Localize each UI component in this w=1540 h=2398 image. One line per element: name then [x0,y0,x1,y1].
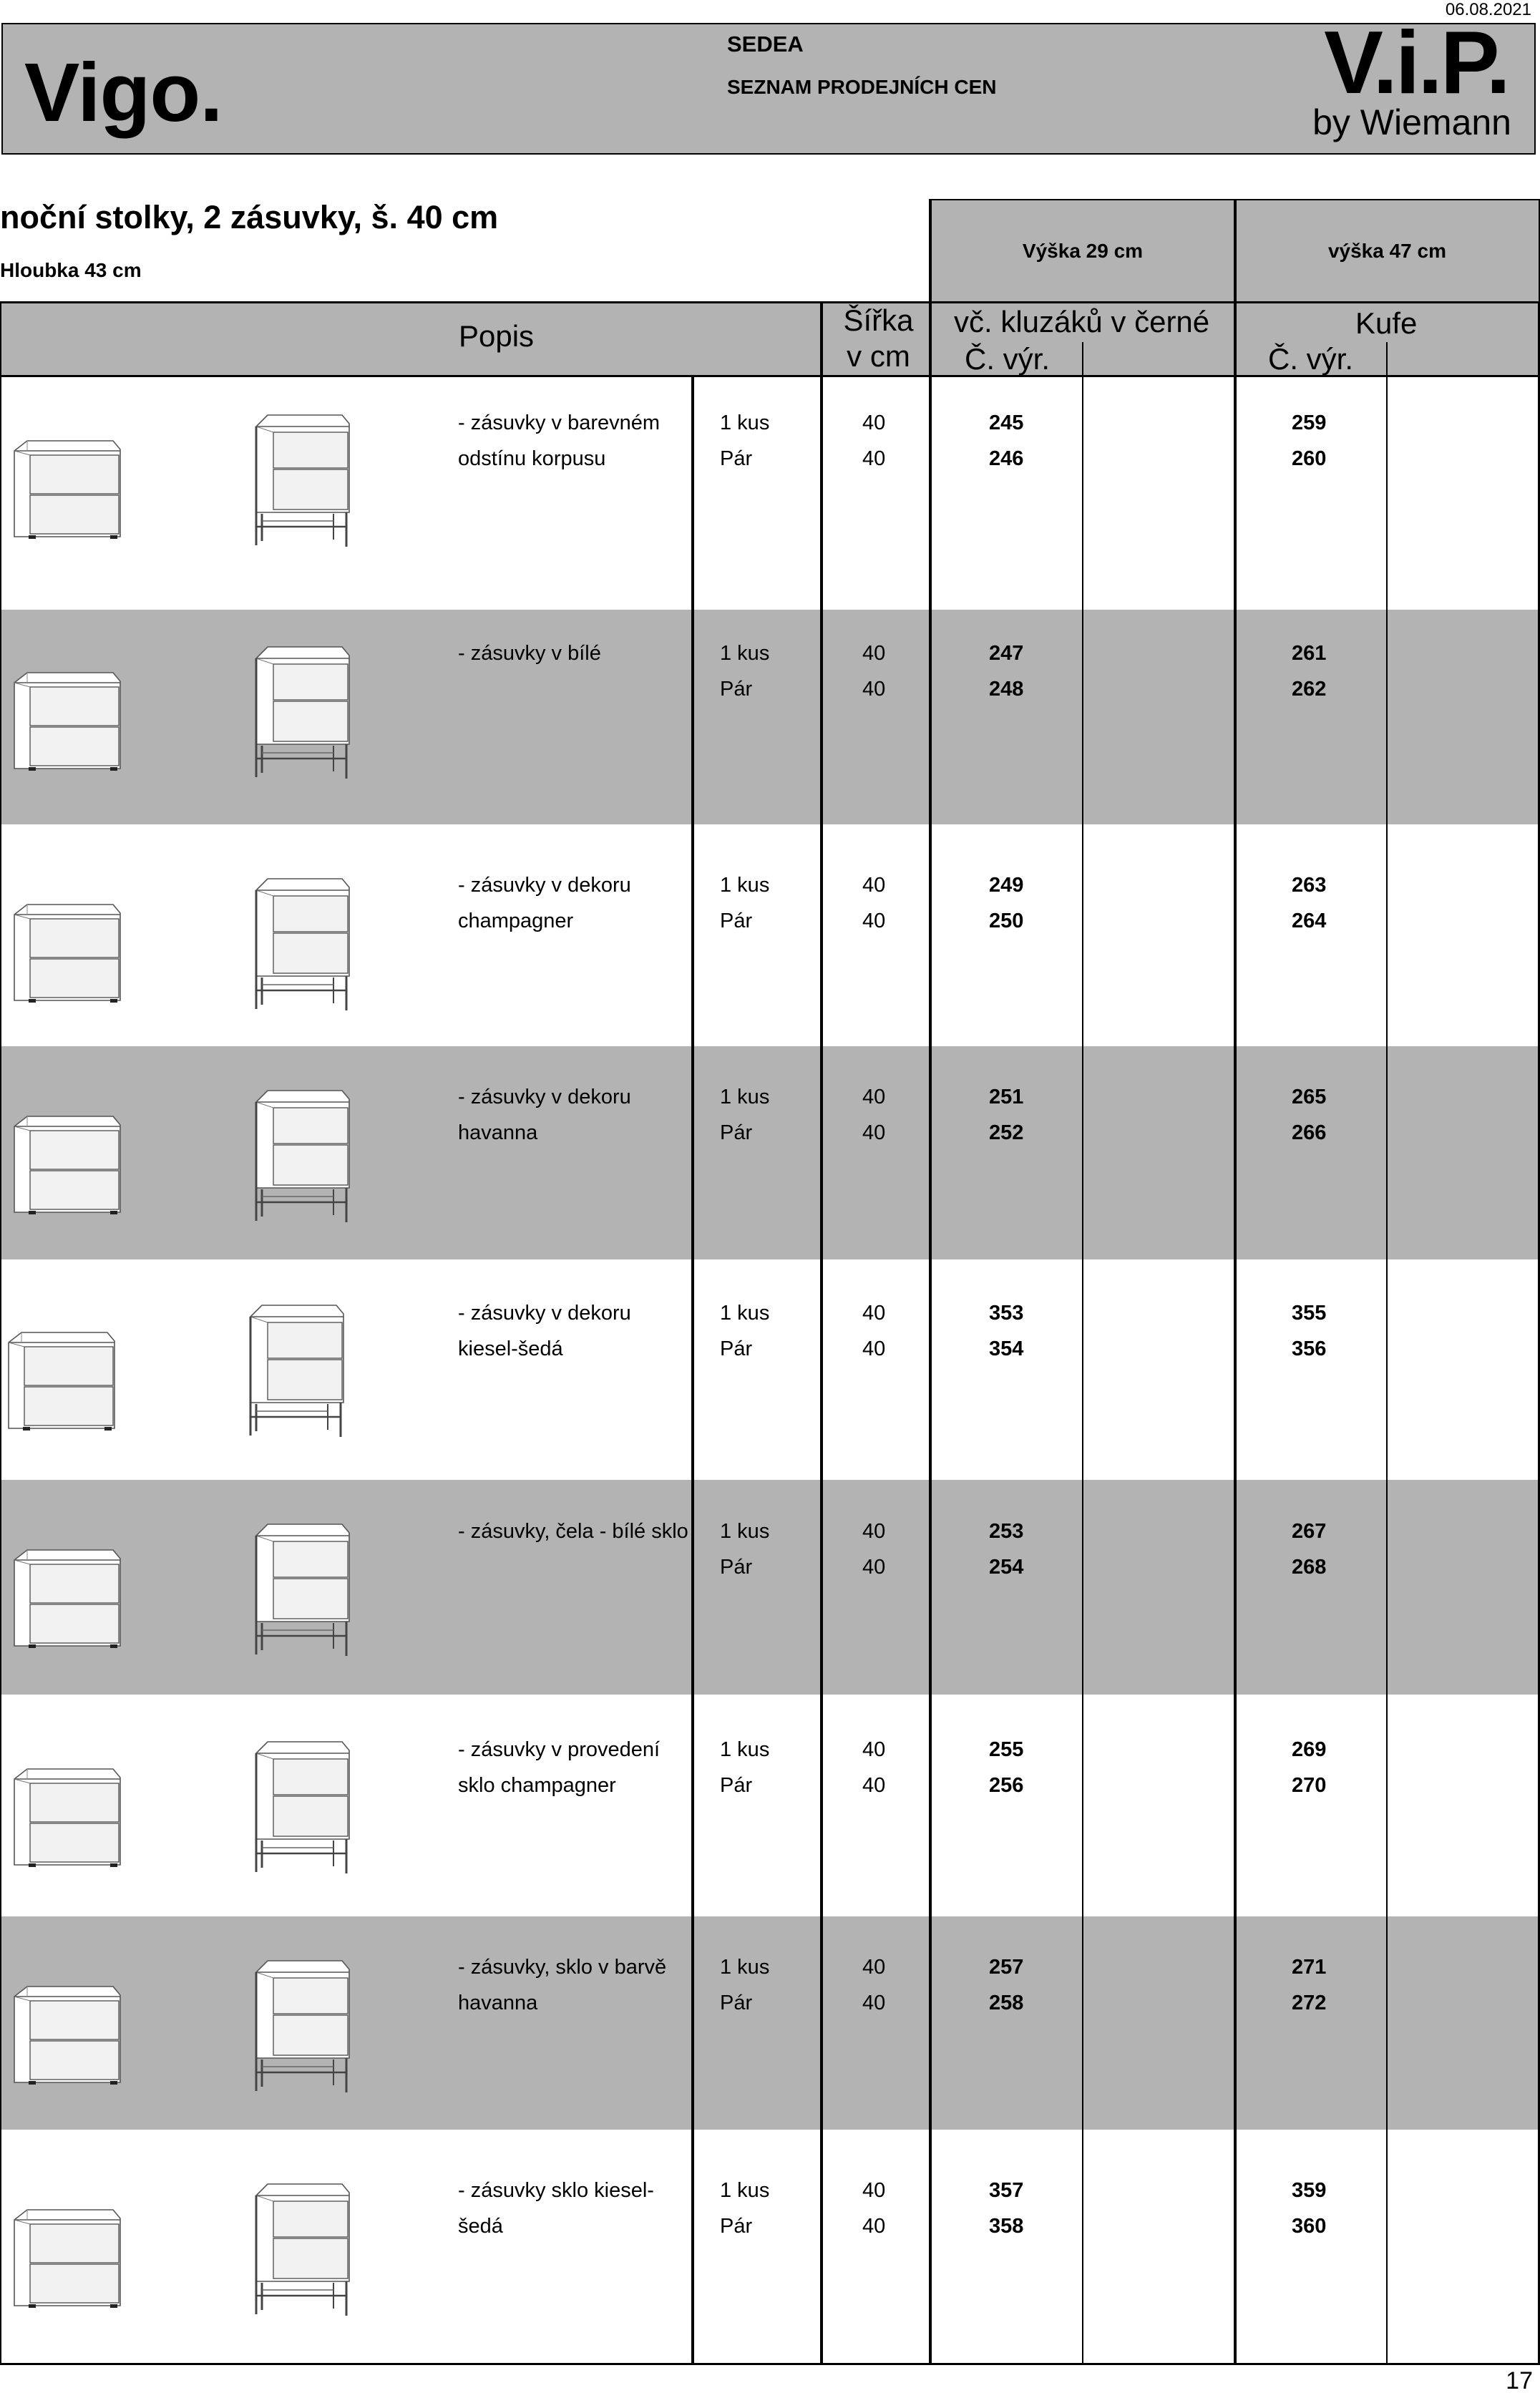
row-width-1: 40 [862,2179,886,2202]
row-width-1: 40 [862,1738,886,1761]
row-width-2: 40 [862,1121,886,1144]
supplier-name: SEDEA [727,31,804,57]
row-art-29-1: 353 [989,1302,1024,1325]
row-desc-1: - zásuvky, sklo v barvě [458,1956,667,1979]
row-width-1: 40 [862,411,886,434]
nightstand-low-image [13,1115,125,1218]
row-desc-1: - zásuvky sklo kiesel- [458,2179,654,2202]
row-art-29-2: 256 [989,1774,1024,1797]
row-desc-1: - zásuvky v barevném [458,411,661,434]
row-art-47-2: 262 [1292,678,1327,701]
row-desc-1: - zásuvky v dekoru [458,874,631,897]
row-qty-1: 1 kus [720,1956,770,1979]
row-desc-1: - zásuvky v dekoru [458,1302,631,1325]
nightstand-low-image [13,903,125,1006]
height-29-header [930,199,1236,303]
row-width-2: 40 [862,447,886,470]
row-qty-1: 1 kus [720,411,770,434]
row-art-29-2: 254 [989,1556,1024,1579]
row-art-47-2: 260 [1292,447,1327,470]
row-desc-2: sklo champagner [458,1774,616,1797]
nightstand-high-image [253,414,354,550]
nightstand-high-image [253,1089,354,1225]
row-art-47-1: 271 [1292,1956,1327,1979]
nightstand-high-image [253,877,354,1013]
row-desc-1: - zásuvky, čela - bílé sklo [458,1520,688,1543]
row-art-47-1: 359 [1292,2179,1327,2202]
row-width-1: 40 [862,1956,886,1979]
row-desc-1: - zásuvky v bílé [458,642,601,665]
col-glides: vč. kluzáků v černé [954,305,1210,338]
row-width-1: 40 [862,1520,886,1543]
nightstand-high-image [253,2183,354,2319]
row-qty-2: Pár [720,1121,753,1144]
row-art-29-2: 246 [989,447,1024,470]
row-art-29-1: 257 [989,1956,1024,1979]
col-art-no-1: Č. výr. [965,342,1051,376]
row-art-29-1: 255 [989,1738,1024,1761]
divider-width [820,301,823,2364]
height-29-label: Výška 29 cm [1022,240,1144,262]
row-qty-2: Pár [720,2215,753,2238]
row-desc-1: - zásuvky v provedení [458,1738,661,1761]
divider-glides [929,199,932,2364]
row-qty-1: 1 kus [720,2179,770,2202]
row-art-47-2: 272 [1292,1992,1327,2014]
price-list-title: SEZNAM PRODEJNÍCH CEN [727,76,997,98]
page-number: 17 [1506,2367,1533,2394]
nightstand-high-image [253,1523,354,1659]
row-width-1: 40 [862,642,886,665]
document-date: 06.08.2021 [1445,0,1531,19]
divider-glides-inner [1082,342,1083,2364]
row-desc-2: havanna [458,1992,538,2014]
nightstand-high-image [253,645,354,781]
row-width-2: 40 [862,2215,886,2238]
row-desc-2: šedá [458,2215,503,2238]
row-art-29-1: 253 [989,1520,1024,1543]
row-width-2: 40 [862,678,886,701]
row-width-2: 40 [862,1992,886,2014]
row-art-47-1: 261 [1292,642,1327,665]
nightstand-low-image [13,439,125,542]
row-qty-1: 1 kus [720,874,770,897]
nightstand-low-image [13,671,125,774]
row-art-47-1: 259 [1292,411,1327,434]
row-art-29-1: 357 [989,2179,1024,2202]
left-border [0,301,1,2365]
nightstand-low-image [13,2208,125,2311]
row-art-29-2: 248 [989,678,1024,701]
col-width-line2: v cm [847,339,910,373]
row-art-47-2: 266 [1292,1121,1327,1144]
bottom-border [0,2363,1540,2365]
row-qty-1: 1 kus [720,1086,770,1108]
col-width-line1: Šířka [843,303,914,337]
row-art-47-2: 268 [1292,1556,1327,1579]
row-width-1: 40 [862,1086,886,1108]
vip-logo: V.i.P. [1324,14,1509,112]
row-qty-2: Pár [720,678,753,701]
row-art-29-2: 252 [989,1121,1024,1144]
nightstand-low-image [13,1985,125,2088]
nightstand-high-image [253,1740,354,1876]
row-width-1: 40 [862,874,886,897]
height-47-label: výška 47 cm [1327,240,1447,262]
divider-desc [691,377,694,2364]
row-width-2: 40 [862,1337,886,1360]
row-art-29-1: 251 [989,1086,1024,1108]
row-qty-1: 1 kus [720,642,770,665]
row-width-2: 40 [862,1774,886,1797]
row-art-47-2: 360 [1292,2215,1327,2238]
row-desc-2: odstínu korpusu [458,447,606,470]
nightstand-low-image [13,1768,125,1871]
row-art-29-2: 258 [989,1992,1024,2014]
row-art-29-2: 250 [989,910,1024,932]
nightstand-low-image [13,1549,125,1652]
row-qty-1: 1 kus [720,1738,770,1761]
row-art-47-2: 264 [1292,910,1327,932]
row-band-shaded [0,1916,1540,2130]
row-qty-2: Pár [720,1337,753,1360]
row-width-2: 40 [862,910,886,932]
col-runners: Kufe [1355,306,1418,340]
row-art-47-1: 269 [1292,1738,1327,1761]
row-qty-1: 1 kus [720,1302,770,1325]
height-47-header [1234,199,1540,303]
row-qty-2: Pár [720,1556,753,1579]
row-art-47-1: 267 [1292,1520,1327,1543]
row-art-29-2: 358 [989,2215,1024,2238]
row-width-2: 40 [862,1556,886,1579]
row-band-shaded [0,1046,1540,1259]
col-art-no-2: Č. výr. [1268,342,1354,376]
row-qty-2: Pár [720,1774,753,1797]
nightstand-high-image [248,1304,348,1440]
nightstand-low-image [7,1331,119,1434]
row-qty-2: Pár [720,447,753,470]
row-desc-2: champagner [458,910,574,932]
row-art-47-1: 355 [1292,1302,1327,1325]
row-art-29-1: 249 [989,874,1024,897]
row-art-47-1: 265 [1292,1086,1327,1108]
divider-runners-inner [1386,342,1388,2364]
col-description: Popis [459,319,535,353]
row-desc-2: havanna [458,1121,538,1144]
vip-logo-subtitle: by Wiemann [1312,102,1511,142]
nightstand-high-image [253,1959,354,2095]
brand-title: Vigo. [24,46,223,139]
row-art-47-1: 263 [1292,874,1327,897]
divider-runners [1234,199,1237,2364]
row-art-29-2: 354 [989,1337,1024,1360]
row-art-47-2: 356 [1292,1337,1327,1360]
row-art-47-2: 270 [1292,1774,1327,1797]
product-title: noční stolky, 2 zásuvky, š. 40 cm [0,199,499,235]
row-width-1: 40 [862,1302,886,1325]
row-qty-2: Pár [720,910,753,932]
row-qty-2: Pár [720,1992,753,2014]
row-art-29-1: 245 [989,411,1024,434]
row-art-29-1: 247 [989,642,1024,665]
row-band-shaded [0,1480,1540,1695]
product-depth: Hloubka 43 cm [0,259,142,281]
row-desc-2: kiesel-šedá [458,1337,563,1360]
row-desc-1: - zásuvky v dekoru [458,1086,631,1108]
row-qty-1: 1 kus [720,1520,770,1543]
